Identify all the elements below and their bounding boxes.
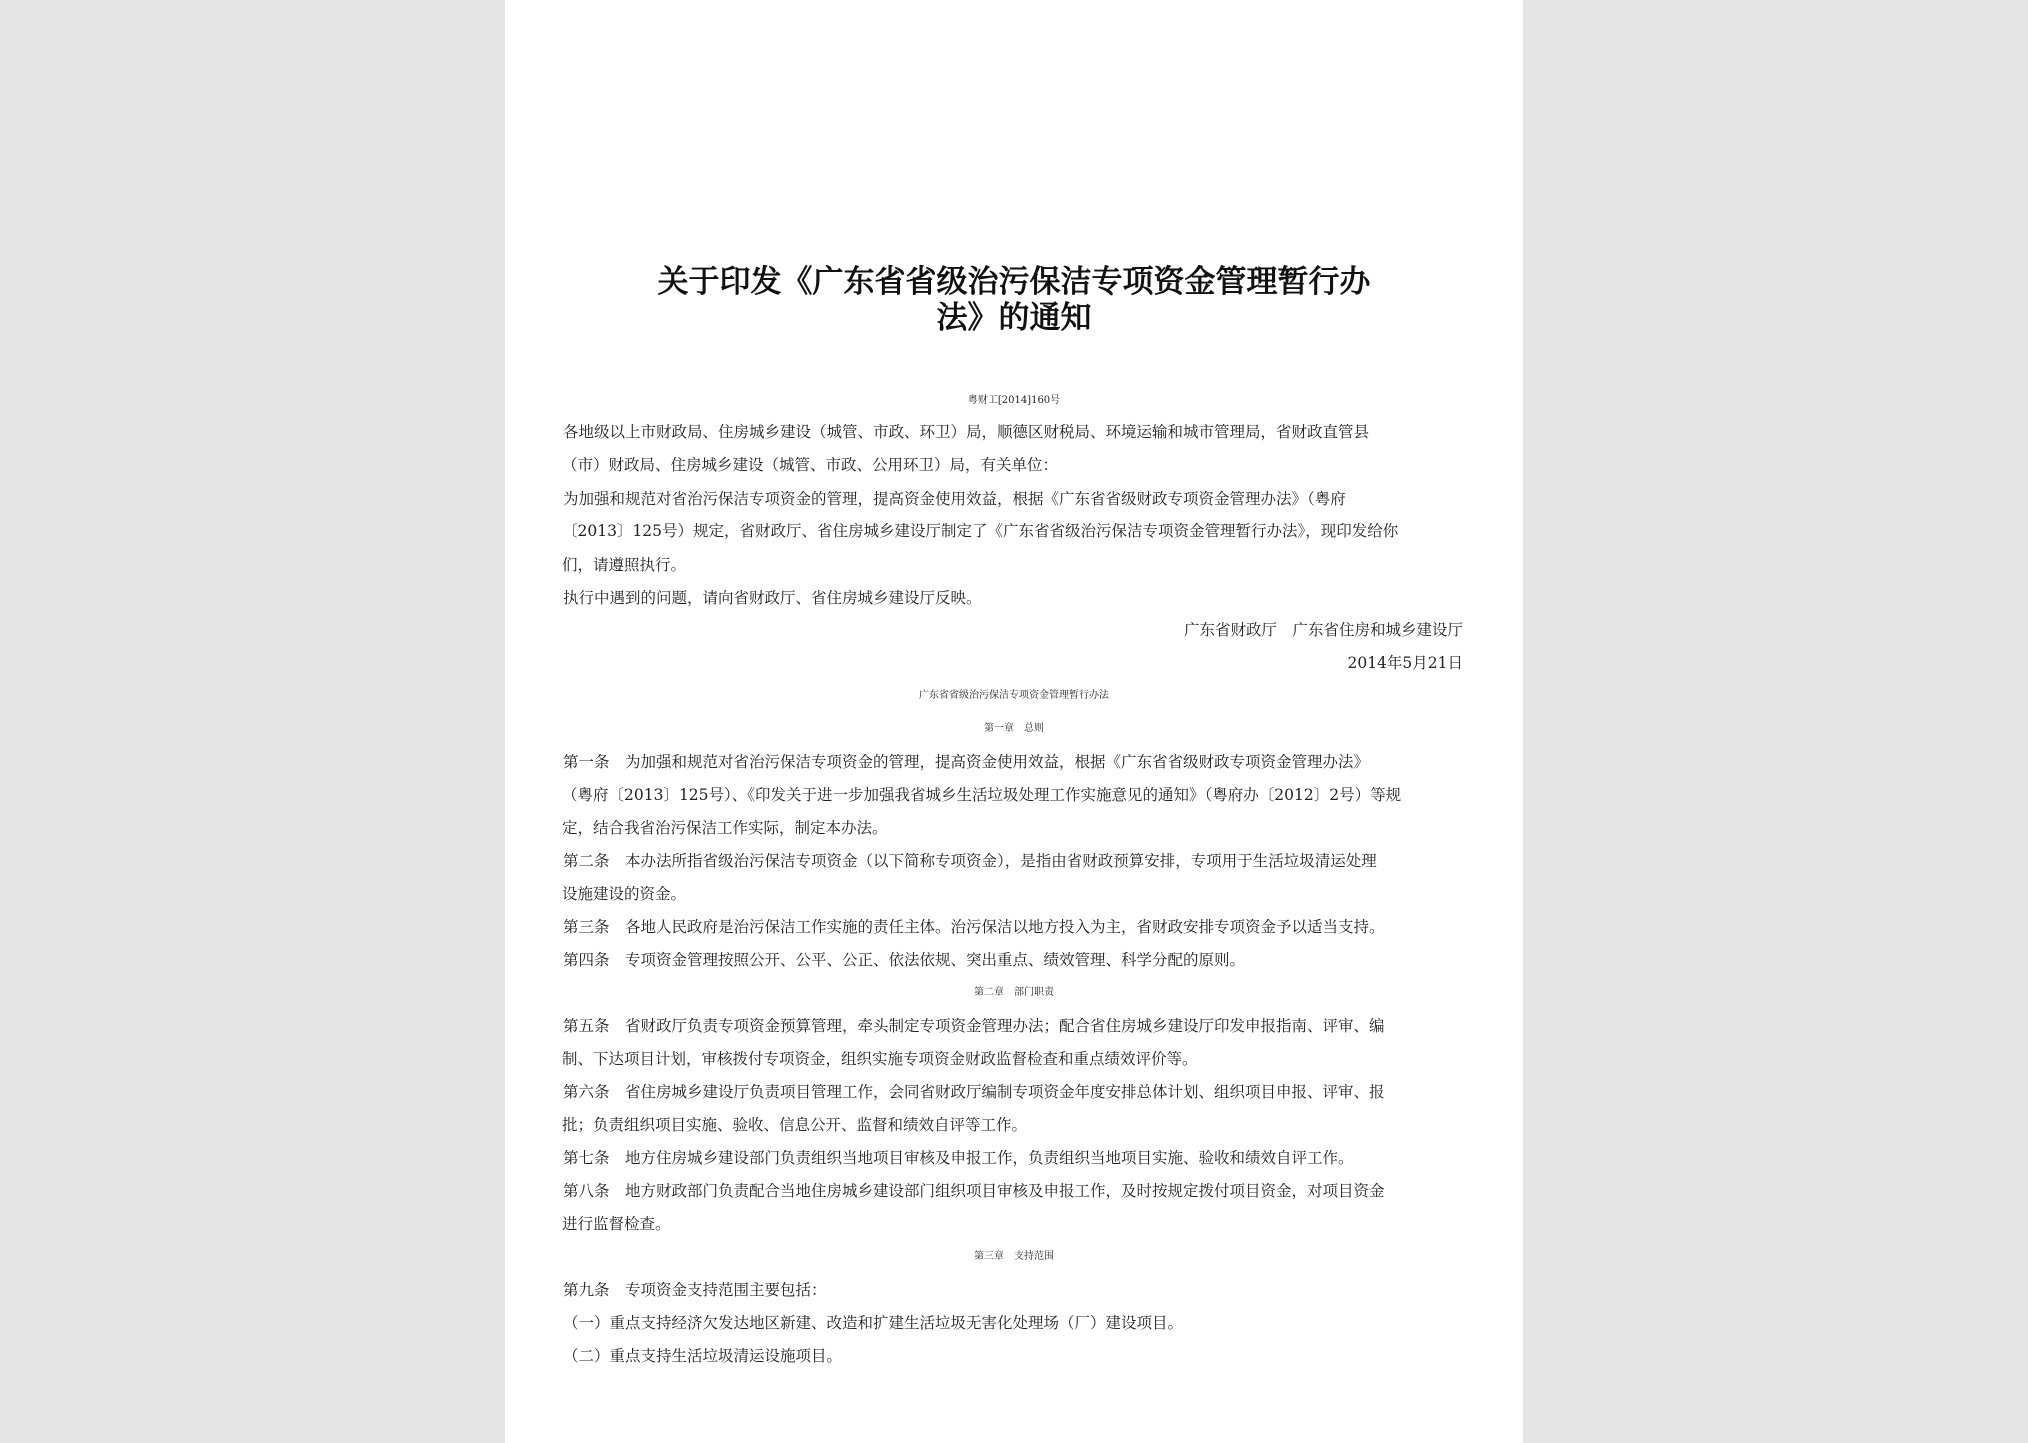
paragraph-1-line-3: 们，请遵照执行。 [562,556,687,574]
article-1-line-1: 第一条 为加强和规范对省治污保洁专项资金的管理，提高资金使用效益，根据《广东省省级财政专项资金管理办法》 [563,753,1370,771]
recipients-line-1: 各地级以上市财政局、住房城乡建设（城管、市政、环卫）局，顺德区财税局、环境运输和城市管理局，省财政直管县 [563,423,1370,441]
measures-title: 广东省省级治污保洁专项资金管理暂行办法 [919,690,1109,701]
issue-date: 2014年5月21日 [1347,654,1463,672]
article-9-item-1: （一）重点支持经济欠发达地区新建、改造和扩建生活垃圾无害化处理场（厂）建设项目。 [563,1314,1184,1332]
article-3: 第三条 各地人民政府是治污保洁工作实施的责任主体。治污保洁以地方投入为主，省财政安排专项资金予以适当支持。 [563,918,1385,936]
article-4: 第四条 专项资金管理按照公开、公平、公正、依法依规、突出重点、绩效管理、科学分配的原则。 [563,951,1246,969]
paragraph-2: 执行中遇到的问题，请向省财政厅、省住房城乡建设厅反映。 [563,589,982,607]
article-1-line-3: 定，结合我省治污保洁工作实际，制定本办法。 [562,819,888,837]
document-title-line-2: 法》的通知 [936,300,1092,336]
document-number: 粤财工[2014]160号 [967,395,1061,406]
article-9: 第九条 专项资金支持范围主要包括： [563,1281,827,1299]
article-5-line-2: 制、下达项目计划，审核拨付专项资金，组织实施专项资金财政监督检查和重点绩效评价等。 [562,1050,1198,1068]
article-6-line-1: 第六条 省住房城乡建设厅负责项目管理工作，会同省财政厅编制专项资金年度安排总体计划、组织项目申报、评审、报 [563,1083,1385,1101]
chapter-1-title: 第一章 总则 [984,723,1044,734]
article-9-item-2: （二）重点支持生活垃圾清运设施项目。 [563,1347,843,1365]
article-2-line-2: 设施建设的资金。 [562,885,687,903]
document-title-line-1: 关于印发《广东省省级治污保洁专项资金管理暂行办 [657,264,1371,300]
article-1-line-2: （粤府〔2013〕125号）、《印发关于进一步加强我省城乡生活垃圾处理工作实施意见的通知》（粤府办〔2012〕2号）等规 [562,786,1402,804]
chapter-2-title: 第二章 部门职责 [974,987,1054,998]
recipients-line-2: （市）财政局、住房城乡建设（城管、市政、公用环卫）局，有关单位： [562,456,1059,474]
article-7: 第七条 地方住房城乡建设部门负责组织当地项目审核及申报工作，负责组织当地项目实施、验收和绩效自评工作。 [563,1149,1354,1167]
article-8-line-1: 第八条 地方财政部门负责配合当地住房城乡建设部门组织项目审核及申报工作，及时按规定拨付项目资金，对项目资金 [563,1182,1385,1200]
article-5-line-1: 第五条 省财政厅负责专项资金预算管理，牵头制定专项资金管理办法；配合省住房城乡建设厅印发申报指南、评审、编 [563,1017,1385,1035]
article-2-line-1: 第二条 本办法所指省级治污保洁专项资金（以下简称专项资金），是指由省财政预算安排，专项用于生活垃圾清运处理 [563,852,1377,870]
paragraph-1-line-1: 为加强和规范对省治污保洁专项资金的管理，提高资金使用效益，根据《广东省省级财政专项资金管理办法》（粤府 [563,490,1346,508]
article-6-line-2: 批；负责组织项目实施、验收、信息公开、监督和绩效自评等工作。 [562,1116,1028,1134]
paragraph-1-line-2: 〔2013〕125号）规定，省财政厅、省住房城乡建设厅制定了《广东省省级治污保洁专项资金管理暂行办法》，现印发给你 [562,522,1399,540]
chapter-3-title: 第三章 支持范围 [974,1251,1054,1262]
document-page [505,0,1523,1443]
article-8-line-2: 进行监督检查。 [562,1215,671,1233]
signature: 广东省财政厅 广东省住房和城乡建设厅 [1183,621,1463,639]
